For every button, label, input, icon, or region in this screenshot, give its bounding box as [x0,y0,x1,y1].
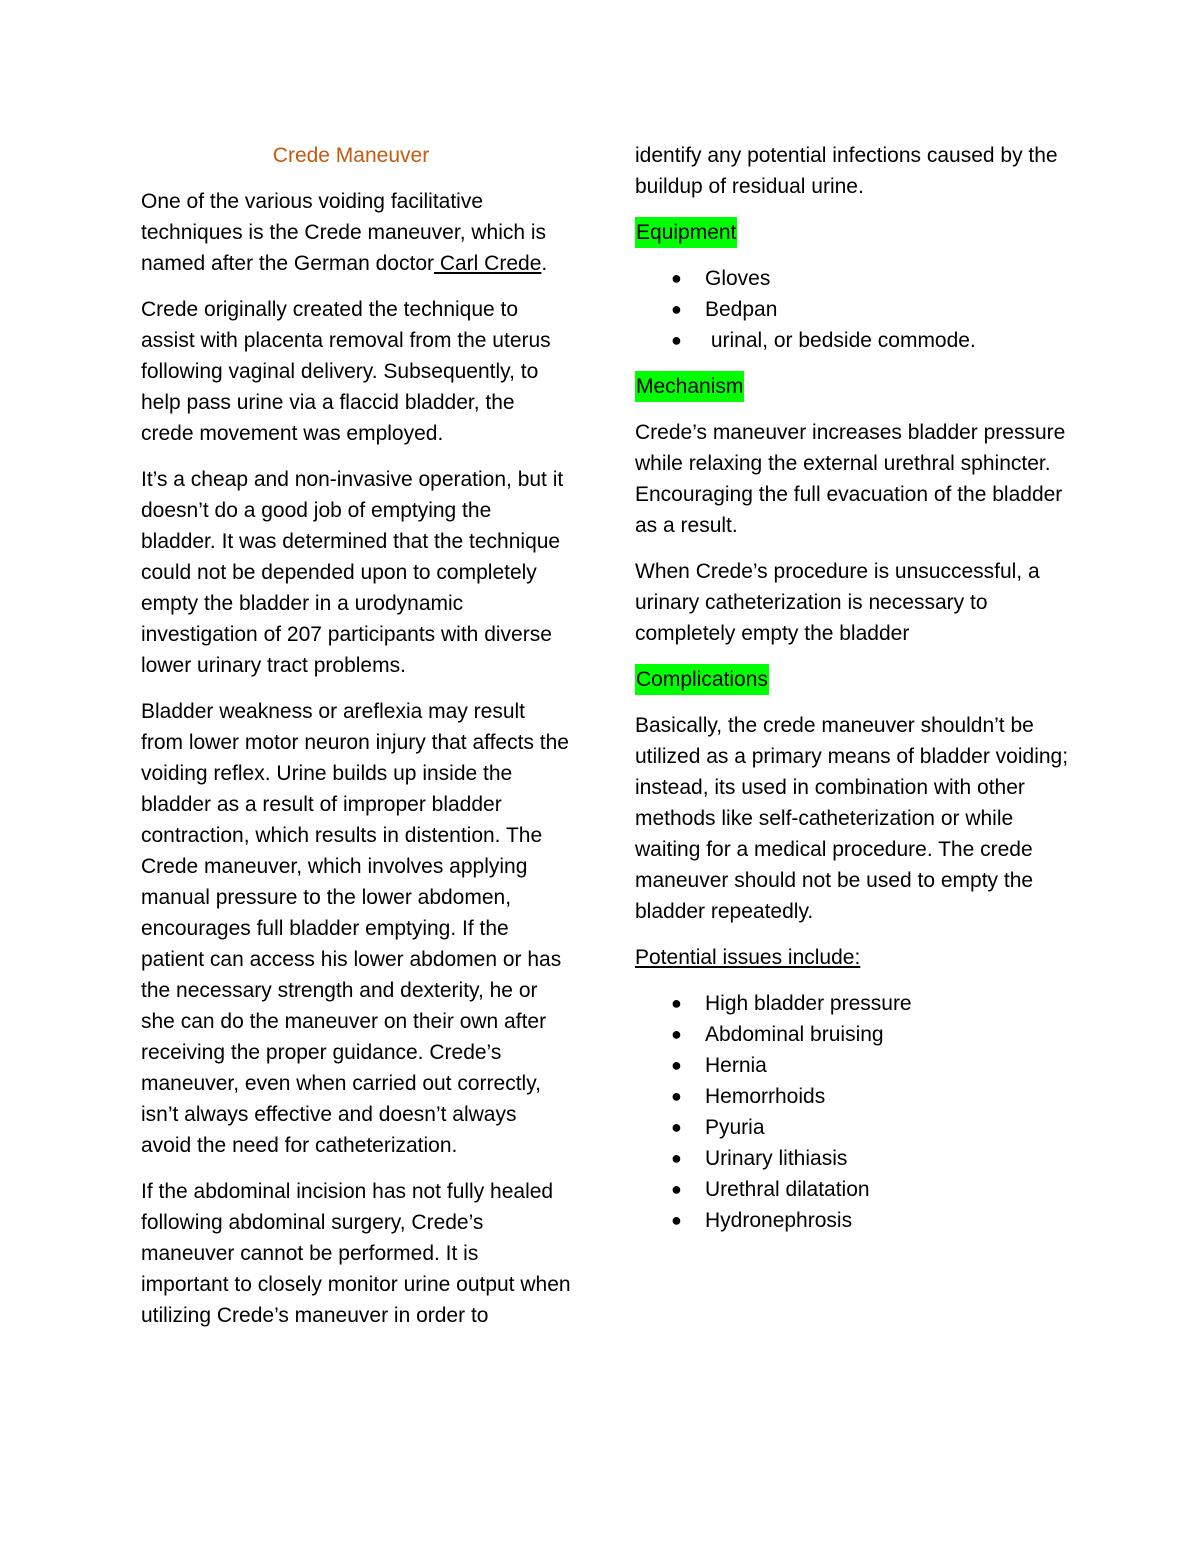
list-item: ● Pyuria [635,1112,1075,1143]
document-title: Crede Maneuver [272,144,430,167]
list-item: ● High bladder pressure [635,988,1075,1019]
bullet-icon: ● [671,1024,682,1044]
equipment-heading: Equipment [635,217,737,248]
bullet-icon: ● [671,993,682,1013]
intro-text: One of the various voiding facilitative techniques is the Crede maneuver, which is named after the German doctor [141,190,547,275]
continuation-paragraph: identify any potential infections caused by the buildup of residual urine. [635,144,1058,198]
bullet-icon: ● [671,1210,682,1230]
bullet-icon: ● [671,1086,682,1106]
left-column [141,140,571,1346]
bullet-icon: ● [671,268,682,288]
contraindication-paragraph: If the abdominal incision has not fully healed following abdominal surgery, Crede’s maneuver cannot be performed. It is important to closely monitor urine output when utilizing Crede’s maneuver in order to [141,1180,571,1327]
list-item: ● Abdominal bruising [635,1019,1075,1050]
bullet-icon: ● [671,299,682,319]
list-item: ● Hemorrhoids [635,1081,1075,1112]
intro-paragraph [141,186,571,279]
intro-end: . [541,252,548,275]
issues-list [635,988,1075,1236]
history-paragraph: Crede originally created the technique to assist with placenta removal from the uterus following vaginal delivery. Subsequently, to help pass urine via a flaccid bladder, the crede movement was employed. [141,298,551,445]
list-item: ● urinal, or bedside commode. [635,325,1075,356]
bullet-icon: ● [671,1117,682,1137]
carl-crede-link[interactable]: Carl Crede [434,252,542,275]
right-column [635,140,1075,1251]
bullet-icon: ● [671,1179,682,1199]
equipment-list [635,263,1075,356]
list-item: ● Bedpan [635,294,1075,325]
mechanism-paragraph: Crede’s maneuver increases bladder pressure while relaxing the external urethral sphincter. Encouraging the full evacuation of the bladder as a result. [635,421,1066,537]
list-item: ● Urinary lithiasis [635,1143,1075,1174]
complications-heading: Complications [635,664,769,695]
list-item: ● Urethral dilatation [635,1174,1075,1205]
issues-heading: Potential issues include: [635,946,861,969]
list-item: ● Hydronephrosis [635,1205,1075,1236]
bullet-icon: ● [671,1148,682,1168]
bullet-icon: ● [671,330,682,350]
complications-paragraph: Basically, the crede maneuver shouldn’t be utilized as a primary means of bladder voiding; instead, its used in combination with other methods like self-catheterization or while waiting for a medical procedure. The crede maneuver should not be used to empty the bladder repeatedly. [635,714,1069,923]
effectiveness-paragraph: It’s a cheap and non-invasive operation, but it doesn’t do a good job of emptying the bladder. It was determined that the technique could not be depended upon to completely empty the bladder in a urodynamic investigation of 207 participants with diverse lower urinary tract problems. [141,468,564,677]
list-item: ● Gloves [635,263,1075,294]
bullet-icon: ● [671,1055,682,1075]
indication-paragraph: Bladder weakness or areflexia may result from lower motor neuron injury that affects the voiding reflex. Urine builds up inside the bladder as a result of improper bladder contraction, which results in distention. The Crede maneuver, which involves applying manual pressure to the lower abdomen, encourages full bladder emptying. If the patient can access his lower abdomen or has the necessary strength and dexterity, he or she can do the maneuver on their own after receiving the proper guidance. Crede’s maneuver, even when carried out correctly, isn’t always effective and doesn’t always avoid the need for catheterization. [141,700,569,1157]
list-item: ● Hernia [635,1050,1075,1081]
catheterization-paragraph: When Crede’s procedure is unsuccessful, a urinary catheterization is necessary to completely empty the bladder [635,560,1040,645]
mechanism-heading: Mechanism [635,371,744,402]
